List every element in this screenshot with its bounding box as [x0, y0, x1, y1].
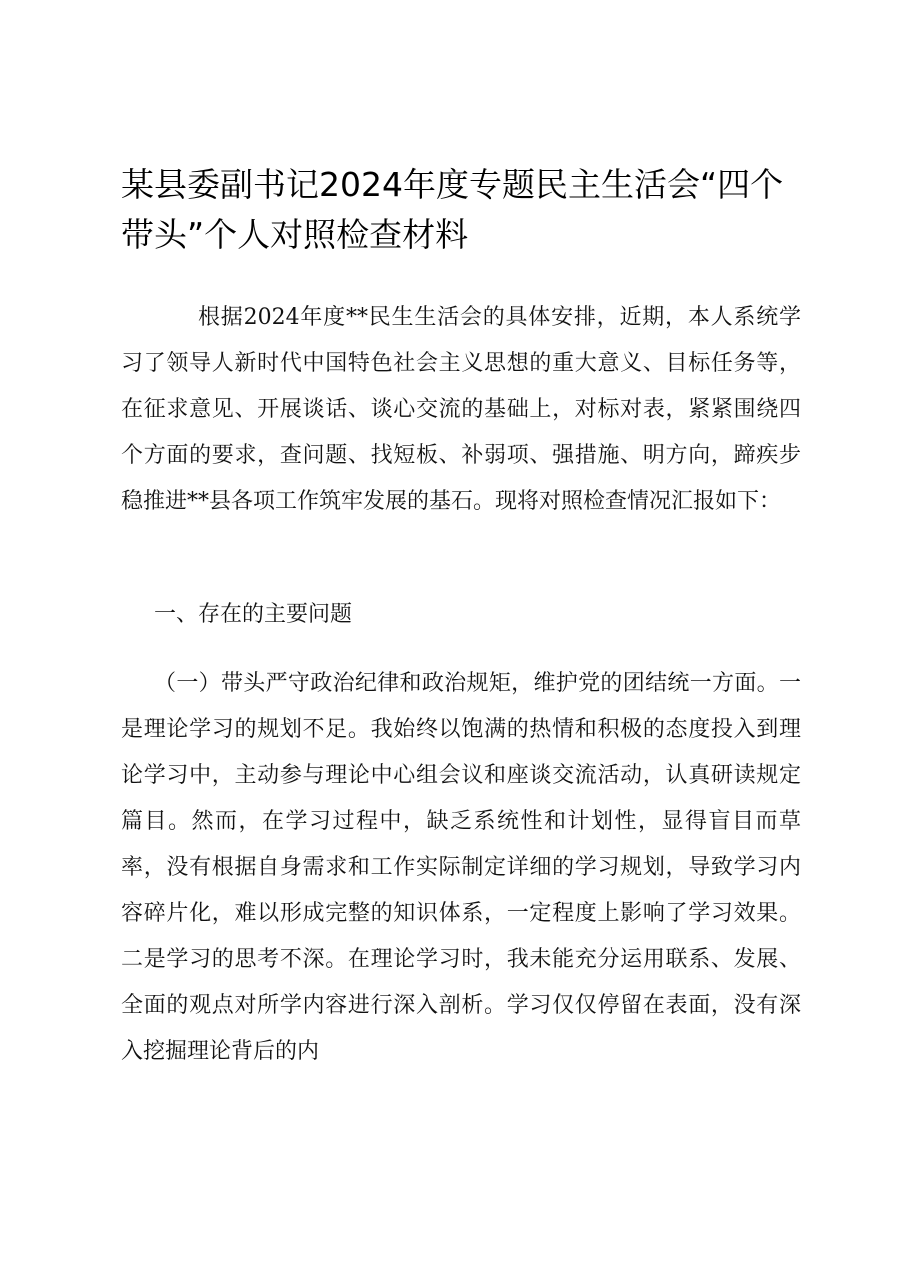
section-heading: 一、存在的主要问题 — [154, 602, 353, 627]
intro-paragraph: 根据2024年度**民生生活会的具体安排，近期，本人系统学习了领导人新时代中国特色社会主义思想的重大意义、目标任务等，在征求意见、开展谈话、谈心交流的基础上，对标对表，紧紧围绕四个方面的要求，查问题、找短板、补弱项、强措施、明方向，蹄疾步稳推进**县各项工作筑牢发展的基石。现将对照检查情况汇报如下： — [121, 305, 801, 514]
document-title: 某县委副书记2024年度专题民主生活会“四个带头”个人对照检查材料 — [121, 165, 784, 254]
section-paragraph: （一）带头严守政治纪律和政治规矩，维护党的团结统一方面。一是理论学习的规划不足。我始终以饱满的热情和积极的态度投入到理论学习中，主动参与理论中心组会议和座谈交流活动，认真研读规定篇目。然而，在学习过程中，缺乏系统性和计划性，显得盲目而草率，没有根据自身需求和工作实际制定详细的学习规划，导致学习内容碎片化，难以形成完整的知识体系，一定程度上影响了学习效果。二是学习的思考不深。在理论学习时，我未能充分运用联系、发展、全面的观点对所学内容进行深入剖析。学习仅仅停留在表面，没有深入挖掘理论背后的内 — [121, 671, 801, 1064]
